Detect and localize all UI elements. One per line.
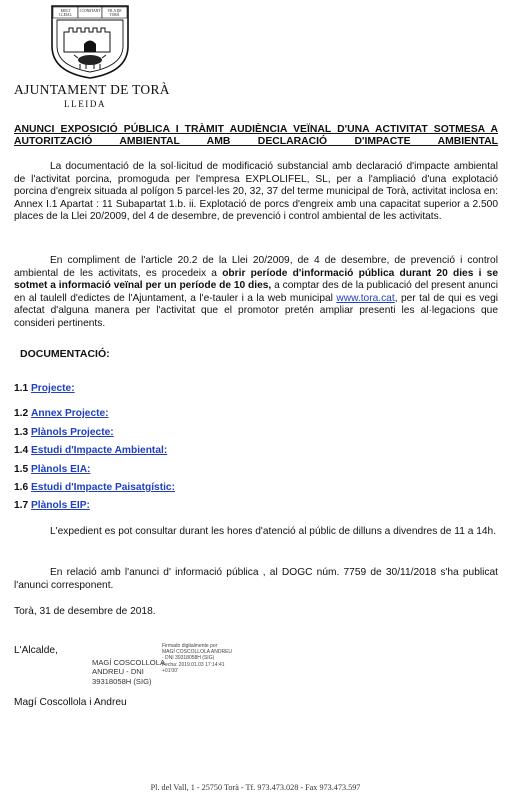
doc-link-annex-projecte[interactable]: Annex Projecte: xyxy=(31,408,109,419)
signature-detail-line: MAGÍ COSCOLLOLA ANDREU xyxy=(162,649,233,656)
doc-item-number: 1.2 xyxy=(14,408,29,419)
signer-name: Magí Coscollola i Andreu xyxy=(14,697,127,708)
organization-name: AJUNTAMENT DE TORÀ xyxy=(14,82,170,97)
crest-motto-center: I CONSTANT xyxy=(79,9,101,13)
doc-item-number: 1.1 xyxy=(14,383,29,394)
signature-name-line: 39318058H (SIG) xyxy=(92,676,152,686)
doc-item-number: 1.6 xyxy=(14,482,29,493)
doc-list-item xyxy=(14,500,90,511)
signer-role: L'Alcalde, xyxy=(14,645,58,656)
municipal-crest-logo xyxy=(48,2,132,80)
paragraph-2-text-c: , per tal de qui es vegi afectat d'alguna manera per l'activitat que el promotor pretén ampliar presenti les al·legacions que consideri pertinents. xyxy=(14,292,499,329)
doc-list-item xyxy=(14,427,114,438)
signature-detail-line: +01'00' xyxy=(162,667,178,674)
doc-list-item xyxy=(14,445,167,456)
signature-name-line: MAGÍ COSCOLLOLA xyxy=(92,658,166,667)
document-date: Torà, 31 de desembre de 2018. xyxy=(14,606,156,617)
signature-detail-line: Firmado digitalmente por xyxy=(162,643,218,649)
digital-signature-details xyxy=(162,643,262,674)
doc-list-item xyxy=(14,464,90,475)
paragraph-2-bold-period: obrir període d'informació pública durant 20 dies i se sotmet a informació veïnal per un període de 10 dies, xyxy=(14,267,498,292)
signature-detail-line: - DNI 39318058H (SIG) xyxy=(162,655,215,662)
crest-motto-right: VILA DE TORÀ xyxy=(107,9,122,17)
document-title: ANUNCI EXPOSICIÓ PÚBLICA I TRÀMIT AUDIÈNCIA VEÏNAL D'UNA ACTIVITAT SOTMESA A AUTORITZACIÓ AMBIENTAL AMB DECLARACIÓ D'IMPACTE AMBIENTAL xyxy=(14,124,498,147)
doc-item-number: 1.5 xyxy=(14,464,29,475)
doc-link-planols-eia[interactable]: Plànols EIA: xyxy=(31,464,91,475)
doc-item-number: 1.3 xyxy=(14,427,29,438)
body-paragraph-1: La documentació de la sol·licitud de modificació substancial amb declaració d'impacte ambiental de l'activitat porcina, promoguda per l'empresa EXPLOLIFEL, SL, per a l'ampliació d'una explotació porcina d'engreix situada al polígon 5 parcel·les 20, 32, 37 del terme municipal de Torà, activitat inclosa en: Annex I.1 Apartat : 11 Subapartat 1.b. ii. Explotació de porcs d'engreix amb una capacitat superior a 2.500 places de la Llei 20/2009, del 4 de desembre, de prevenció i control ambiental de les activitats. xyxy=(14,161,498,223)
doc-list-item xyxy=(14,383,75,394)
crest-motto-left: MOLT LLEIAL xyxy=(59,9,72,17)
body-paragraph-4: En relació amb l'anunci d' informació pública , al DOGC núm. 7759 de 30/11/2018 s'ha publicat l'anunci corresponent. xyxy=(14,567,498,591)
signature-name-line: ANDREU - DNI xyxy=(92,667,144,677)
doc-link-planols-projecte[interactable]: Plànols Projecte: xyxy=(31,427,114,438)
paragraph-2-text-b: a comptar des de la publicació del present anunci en al taulell d'edictes de l'Ajuntament, a l'e-tauler i a la web municipal xyxy=(14,280,498,304)
paragraph-2-text-a: En compliment de l'article 20.2 de la Llei 20/2009, de 4 de desembre, de prevenció i control ambiental de les activitats, es procedeix a xyxy=(14,255,498,279)
documentation-heading: DOCUMENTACIÓ: xyxy=(20,348,110,360)
doc-link-estudi-impacte-paisatgistic[interactable]: Estudi d'Impacte Paisatgístic: xyxy=(31,482,175,493)
doc-link-projecte[interactable]: Projecte: xyxy=(31,383,75,394)
municipal-website-link[interactable]: www.tora.cat xyxy=(336,292,395,304)
organization-city: LLEIDA xyxy=(64,99,107,109)
doc-list-item xyxy=(14,482,175,493)
page-footer-contact: Pl. del Vall, 1 - 25750 Torà - Tf. 973.473.028 - Fax 973.473.597 xyxy=(150,783,361,792)
doc-link-planols-eip[interactable]: Plànols EIP: xyxy=(31,500,90,511)
body-paragraph-3: L'expedient es pot consultar durant les hores d'atenció al públic de dilluns a divendres de 11 a 14h. xyxy=(50,526,497,537)
doc-item-number: 1.7 xyxy=(14,500,29,511)
doc-link-estudi-impacte-ambiental[interactable]: Estudi d'Impacte Ambiental: xyxy=(31,445,168,456)
digital-signature-name xyxy=(92,658,170,686)
doc-list-item xyxy=(14,408,109,419)
doc-item-number: 1.4 xyxy=(14,445,29,456)
signature-detail-line: Fecha: 2019.01.03 17:14:41 xyxy=(162,661,225,668)
body-paragraph-2 xyxy=(14,255,498,331)
